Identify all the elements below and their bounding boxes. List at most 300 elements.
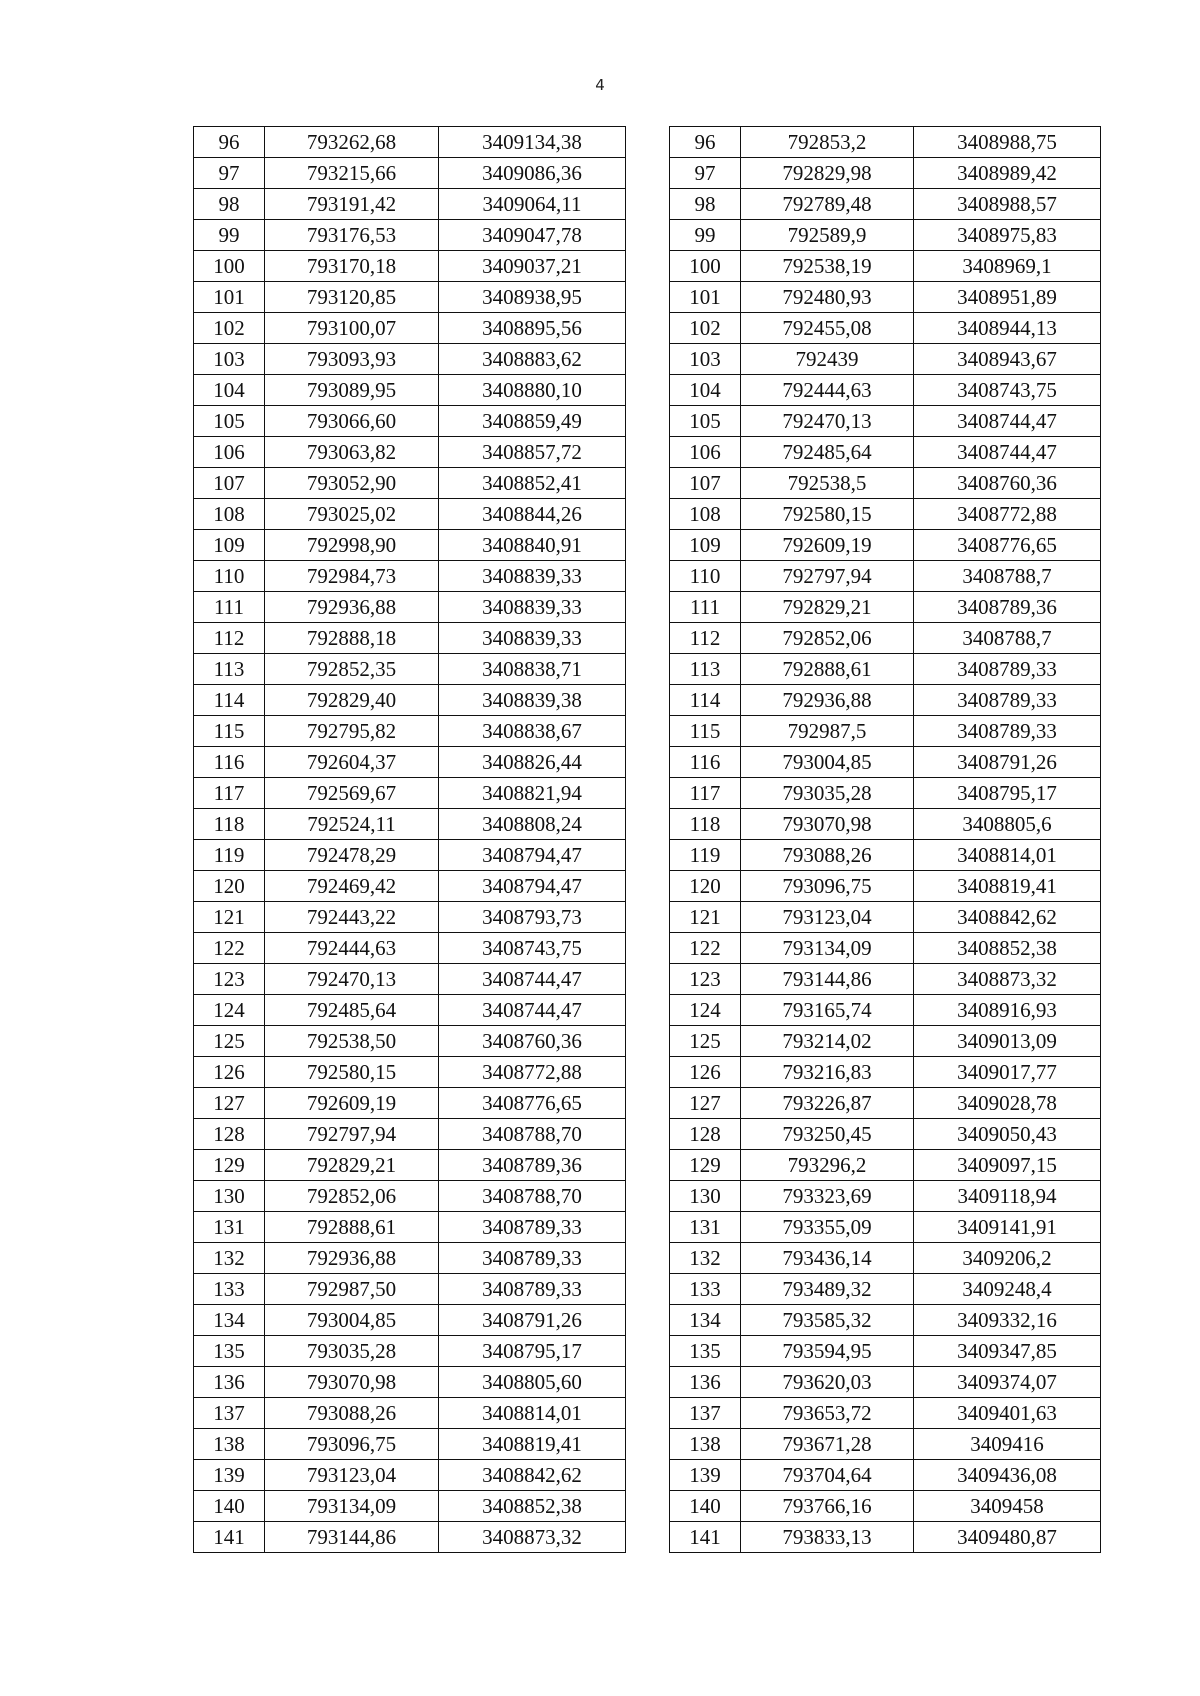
table-row bbox=[194, 716, 626, 747]
point-number-cell: 97 bbox=[194, 158, 265, 189]
point-number-cell: 140 bbox=[670, 1491, 741, 1522]
y-coordinate-cell: 3408873,32 bbox=[914, 964, 1101, 995]
y-coordinate-cell: 3408789,33 bbox=[439, 1243, 626, 1274]
point-number-cell: 109 bbox=[194, 530, 265, 561]
x-coordinate-cell: 793323,69 bbox=[741, 1181, 914, 1212]
table-row bbox=[670, 1336, 1101, 1367]
x-coordinate-cell: 792589,9 bbox=[741, 220, 914, 251]
x-coordinate-cell: 792888,61 bbox=[741, 654, 914, 685]
y-coordinate-cell: 3408791,26 bbox=[439, 1305, 626, 1336]
x-coordinate-cell: 792829,40 bbox=[265, 685, 439, 716]
y-coordinate-cell: 3408760,36 bbox=[439, 1026, 626, 1057]
table-row bbox=[194, 995, 626, 1026]
coordinates-table-right bbox=[669, 126, 1101, 1553]
point-number-cell: 106 bbox=[194, 437, 265, 468]
y-coordinate-cell: 3408944,13 bbox=[914, 313, 1101, 344]
table-row bbox=[670, 809, 1101, 840]
table-row bbox=[670, 530, 1101, 561]
point-number-cell: 104 bbox=[670, 375, 741, 406]
y-coordinate-cell: 3408844,26 bbox=[439, 499, 626, 530]
x-coordinate-cell: 793134,09 bbox=[265, 1491, 439, 1522]
y-coordinate-cell: 3408788,7 bbox=[914, 561, 1101, 592]
page-number: 4 bbox=[595, 76, 605, 94]
x-coordinate-cell: 793170,18 bbox=[265, 251, 439, 282]
table-row bbox=[670, 1367, 1101, 1398]
x-coordinate-cell: 792444,63 bbox=[265, 933, 439, 964]
y-coordinate-cell: 3408795,17 bbox=[439, 1336, 626, 1367]
table-row bbox=[670, 747, 1101, 778]
x-coordinate-cell: 792987,50 bbox=[265, 1274, 439, 1305]
table-row bbox=[194, 871, 626, 902]
table-row bbox=[194, 406, 626, 437]
y-coordinate-cell: 3409017,77 bbox=[914, 1057, 1101, 1088]
point-number-cell: 97 bbox=[670, 158, 741, 189]
point-number-cell: 110 bbox=[670, 561, 741, 592]
y-coordinate-cell: 3408814,01 bbox=[439, 1398, 626, 1429]
table-row bbox=[194, 1274, 626, 1305]
y-coordinate-cell: 3408789,33 bbox=[914, 716, 1101, 747]
x-coordinate-cell: 793296,2 bbox=[741, 1150, 914, 1181]
table-row bbox=[194, 592, 626, 623]
x-coordinate-cell: 792478,29 bbox=[265, 840, 439, 871]
table-row bbox=[194, 561, 626, 592]
y-coordinate-cell: 3409013,09 bbox=[914, 1026, 1101, 1057]
y-coordinate-cell: 3408743,75 bbox=[439, 933, 626, 964]
y-coordinate-cell: 3408772,88 bbox=[914, 499, 1101, 530]
x-coordinate-cell: 792853,2 bbox=[741, 127, 914, 158]
point-number-cell: 119 bbox=[194, 840, 265, 871]
table-row bbox=[194, 468, 626, 499]
point-number-cell: 125 bbox=[194, 1026, 265, 1057]
x-coordinate-cell: 793134,09 bbox=[741, 933, 914, 964]
table-row bbox=[670, 1522, 1101, 1553]
table-row bbox=[670, 778, 1101, 809]
table-row bbox=[670, 344, 1101, 375]
table-row bbox=[670, 1274, 1101, 1305]
point-number-cell: 134 bbox=[194, 1305, 265, 1336]
point-number-cell: 109 bbox=[670, 530, 741, 561]
x-coordinate-cell: 793262,68 bbox=[265, 127, 439, 158]
table-row bbox=[194, 1460, 626, 1491]
point-number-cell: 113 bbox=[670, 654, 741, 685]
point-number-cell: 112 bbox=[670, 623, 741, 654]
point-number-cell: 137 bbox=[194, 1398, 265, 1429]
y-coordinate-cell: 3408794,47 bbox=[439, 840, 626, 871]
point-number-cell: 100 bbox=[670, 251, 741, 282]
y-coordinate-cell: 3408873,32 bbox=[439, 1522, 626, 1553]
x-coordinate-cell: 792789,48 bbox=[741, 189, 914, 220]
x-coordinate-cell: 792470,13 bbox=[265, 964, 439, 995]
x-coordinate-cell: 792797,94 bbox=[741, 561, 914, 592]
y-coordinate-cell: 3408788,70 bbox=[439, 1181, 626, 1212]
table-row bbox=[670, 127, 1101, 158]
x-coordinate-cell: 792797,94 bbox=[265, 1119, 439, 1150]
y-coordinate-cell: 3409248,4 bbox=[914, 1274, 1101, 1305]
x-coordinate-cell: 792604,37 bbox=[265, 747, 439, 778]
x-coordinate-cell: 793436,14 bbox=[741, 1243, 914, 1274]
x-coordinate-cell: 793035,28 bbox=[265, 1336, 439, 1367]
x-coordinate-cell: 793653,72 bbox=[741, 1398, 914, 1429]
point-number-cell: 101 bbox=[670, 282, 741, 313]
x-coordinate-cell: 793004,85 bbox=[741, 747, 914, 778]
point-number-cell: 130 bbox=[194, 1181, 265, 1212]
coordinates-table-left bbox=[193, 126, 626, 1553]
x-coordinate-cell: 792538,5 bbox=[741, 468, 914, 499]
table-row bbox=[670, 871, 1101, 902]
table-row bbox=[194, 1243, 626, 1274]
x-coordinate-cell: 793489,32 bbox=[741, 1274, 914, 1305]
point-number-cell: 112 bbox=[194, 623, 265, 654]
point-number-cell: 119 bbox=[670, 840, 741, 871]
table-row bbox=[670, 1212, 1101, 1243]
x-coordinate-cell: 793088,26 bbox=[741, 840, 914, 871]
point-number-cell: 118 bbox=[670, 809, 741, 840]
y-coordinate-cell: 3408938,95 bbox=[439, 282, 626, 313]
table-row bbox=[194, 1212, 626, 1243]
y-coordinate-cell: 3409416 bbox=[914, 1429, 1101, 1460]
point-number-cell: 141 bbox=[670, 1522, 741, 1553]
x-coordinate-cell: 792538,19 bbox=[741, 251, 914, 282]
point-number-cell: 115 bbox=[194, 716, 265, 747]
y-coordinate-cell: 3408793,73 bbox=[439, 902, 626, 933]
table-row bbox=[670, 964, 1101, 995]
point-number-cell: 132 bbox=[670, 1243, 741, 1274]
y-coordinate-cell: 3409347,85 bbox=[914, 1336, 1101, 1367]
y-coordinate-cell: 3408808,24 bbox=[439, 809, 626, 840]
table-row bbox=[194, 685, 626, 716]
point-number-cell: 120 bbox=[194, 871, 265, 902]
x-coordinate-cell: 793585,32 bbox=[741, 1305, 914, 1336]
point-number-cell: 137 bbox=[670, 1398, 741, 1429]
x-coordinate-cell: 792485,64 bbox=[265, 995, 439, 1026]
table-row bbox=[194, 313, 626, 344]
y-coordinate-cell: 3408989,42 bbox=[914, 158, 1101, 189]
y-coordinate-cell: 3408760,36 bbox=[914, 468, 1101, 499]
table-row bbox=[670, 933, 1101, 964]
y-coordinate-cell: 3409458 bbox=[914, 1491, 1101, 1522]
table-row bbox=[194, 1367, 626, 1398]
point-number-cell: 107 bbox=[194, 468, 265, 499]
point-number-cell: 124 bbox=[194, 995, 265, 1026]
table-row bbox=[194, 809, 626, 840]
point-number-cell: 96 bbox=[670, 127, 741, 158]
point-number-cell: 104 bbox=[194, 375, 265, 406]
x-coordinate-cell: 793620,03 bbox=[741, 1367, 914, 1398]
x-coordinate-cell: 792829,21 bbox=[741, 592, 914, 623]
y-coordinate-cell: 3408794,47 bbox=[439, 871, 626, 902]
table-row bbox=[194, 1398, 626, 1429]
y-coordinate-cell: 3408789,33 bbox=[439, 1212, 626, 1243]
point-number-cell: 96 bbox=[194, 127, 265, 158]
x-coordinate-cell: 792469,42 bbox=[265, 871, 439, 902]
y-coordinate-cell: 3408988,57 bbox=[914, 189, 1101, 220]
point-number-cell: 116 bbox=[670, 747, 741, 778]
y-coordinate-cell: 3408839,38 bbox=[439, 685, 626, 716]
point-number-cell: 136 bbox=[670, 1367, 741, 1398]
y-coordinate-cell: 3408943,67 bbox=[914, 344, 1101, 375]
point-number-cell: 129 bbox=[194, 1150, 265, 1181]
point-number-cell: 103 bbox=[670, 344, 741, 375]
x-coordinate-cell: 793093,93 bbox=[265, 344, 439, 375]
x-coordinate-cell: 792485,64 bbox=[741, 437, 914, 468]
y-coordinate-cell: 3409097,15 bbox=[914, 1150, 1101, 1181]
point-number-cell: 110 bbox=[194, 561, 265, 592]
point-number-cell: 99 bbox=[670, 220, 741, 251]
table-row bbox=[670, 1119, 1101, 1150]
y-coordinate-cell: 3409028,78 bbox=[914, 1088, 1101, 1119]
point-number-cell: 130 bbox=[670, 1181, 741, 1212]
table-row bbox=[194, 902, 626, 933]
y-coordinate-cell: 3408951,89 bbox=[914, 282, 1101, 313]
x-coordinate-cell: 793070,98 bbox=[741, 809, 914, 840]
x-coordinate-cell: 792480,93 bbox=[741, 282, 914, 313]
point-number-cell: 114 bbox=[670, 685, 741, 716]
table-row bbox=[194, 1119, 626, 1150]
x-coordinate-cell: 793594,95 bbox=[741, 1336, 914, 1367]
table-row bbox=[194, 530, 626, 561]
table-row bbox=[194, 778, 626, 809]
y-coordinate-cell: 3409141,91 bbox=[914, 1212, 1101, 1243]
y-coordinate-cell: 3408805,6 bbox=[914, 809, 1101, 840]
table-row bbox=[670, 561, 1101, 592]
x-coordinate-cell: 793215,66 bbox=[265, 158, 439, 189]
x-coordinate-cell: 792580,15 bbox=[265, 1057, 439, 1088]
y-coordinate-cell: 3408789,36 bbox=[914, 592, 1101, 623]
point-number-cell: 127 bbox=[194, 1088, 265, 1119]
x-coordinate-cell: 793214,02 bbox=[741, 1026, 914, 1057]
x-coordinate-cell: 793004,85 bbox=[265, 1305, 439, 1336]
x-coordinate-cell: 793766,16 bbox=[741, 1491, 914, 1522]
y-coordinate-cell: 3408895,56 bbox=[439, 313, 626, 344]
x-coordinate-cell: 792987,5 bbox=[741, 716, 914, 747]
y-coordinate-cell: 3408789,33 bbox=[439, 1274, 626, 1305]
table-row bbox=[670, 902, 1101, 933]
y-coordinate-cell: 3408788,7 bbox=[914, 623, 1101, 654]
point-number-cell: 106 bbox=[670, 437, 741, 468]
x-coordinate-cell: 792888,18 bbox=[265, 623, 439, 654]
y-coordinate-cell: 3408744,47 bbox=[439, 964, 626, 995]
x-coordinate-cell: 792538,50 bbox=[265, 1026, 439, 1057]
table-row bbox=[670, 1026, 1101, 1057]
point-number-cell: 127 bbox=[670, 1088, 741, 1119]
point-number-cell: 129 bbox=[670, 1150, 741, 1181]
y-coordinate-cell: 3408839,33 bbox=[439, 623, 626, 654]
x-coordinate-cell: 793176,53 bbox=[265, 220, 439, 251]
table-row bbox=[194, 437, 626, 468]
table-row bbox=[194, 189, 626, 220]
y-coordinate-cell: 3408776,65 bbox=[439, 1088, 626, 1119]
point-number-cell: 102 bbox=[670, 313, 741, 344]
point-number-cell: 115 bbox=[670, 716, 741, 747]
point-number-cell: 117 bbox=[670, 778, 741, 809]
point-number-cell: 108 bbox=[194, 499, 265, 530]
point-number-cell: 128 bbox=[194, 1119, 265, 1150]
coordinates-table-right-body bbox=[670, 127, 1101, 1553]
x-coordinate-cell: 793100,07 bbox=[265, 313, 439, 344]
table-row bbox=[194, 127, 626, 158]
point-number-cell: 139 bbox=[670, 1460, 741, 1491]
point-number-cell: 108 bbox=[670, 499, 741, 530]
x-coordinate-cell: 793070,98 bbox=[265, 1367, 439, 1398]
table-row bbox=[194, 1181, 626, 1212]
table-row bbox=[670, 375, 1101, 406]
y-coordinate-cell: 3408988,75 bbox=[914, 127, 1101, 158]
table-row bbox=[670, 220, 1101, 251]
point-number-cell: 123 bbox=[670, 964, 741, 995]
point-number-cell: 123 bbox=[194, 964, 265, 995]
table-row bbox=[670, 623, 1101, 654]
x-coordinate-cell: 793144,86 bbox=[741, 964, 914, 995]
point-number-cell: 122 bbox=[670, 933, 741, 964]
point-number-cell: 125 bbox=[670, 1026, 741, 1057]
y-coordinate-cell: 3409374,07 bbox=[914, 1367, 1101, 1398]
x-coordinate-cell: 792443,22 bbox=[265, 902, 439, 933]
table-row bbox=[670, 251, 1101, 282]
y-coordinate-cell: 3408857,72 bbox=[439, 437, 626, 468]
y-coordinate-cell: 3408744,47 bbox=[914, 406, 1101, 437]
x-coordinate-cell: 792580,15 bbox=[741, 499, 914, 530]
table-row bbox=[670, 499, 1101, 530]
y-coordinate-cell: 3408852,38 bbox=[439, 1491, 626, 1522]
y-coordinate-cell: 3409436,08 bbox=[914, 1460, 1101, 1491]
point-number-cell: 118 bbox=[194, 809, 265, 840]
table-row bbox=[670, 1181, 1101, 1212]
y-coordinate-cell: 3409037,21 bbox=[439, 251, 626, 282]
table-row bbox=[194, 499, 626, 530]
x-coordinate-cell: 793165,74 bbox=[741, 995, 914, 1026]
y-coordinate-cell: 3409206,2 bbox=[914, 1243, 1101, 1274]
y-coordinate-cell: 3408826,44 bbox=[439, 747, 626, 778]
table-row bbox=[670, 313, 1101, 344]
y-coordinate-cell: 3409480,87 bbox=[914, 1522, 1101, 1553]
table-row bbox=[194, 1026, 626, 1057]
x-coordinate-cell: 792609,19 bbox=[265, 1088, 439, 1119]
table-row bbox=[194, 282, 626, 313]
table-row bbox=[670, 1243, 1101, 1274]
y-coordinate-cell: 3408744,47 bbox=[439, 995, 626, 1026]
x-coordinate-cell: 793035,28 bbox=[741, 778, 914, 809]
point-number-cell: 103 bbox=[194, 344, 265, 375]
table-row bbox=[670, 468, 1101, 499]
y-coordinate-cell: 3409401,63 bbox=[914, 1398, 1101, 1429]
y-coordinate-cell: 3408776,65 bbox=[914, 530, 1101, 561]
point-number-cell: 136 bbox=[194, 1367, 265, 1398]
point-number-cell: 131 bbox=[670, 1212, 741, 1243]
point-number-cell: 107 bbox=[670, 468, 741, 499]
table-row bbox=[670, 654, 1101, 685]
x-coordinate-cell: 793052,90 bbox=[265, 468, 439, 499]
table-row bbox=[194, 1336, 626, 1367]
y-coordinate-cell: 3408772,88 bbox=[439, 1057, 626, 1088]
x-coordinate-cell: 793120,85 bbox=[265, 282, 439, 313]
table-row bbox=[194, 1150, 626, 1181]
point-number-cell: 117 bbox=[194, 778, 265, 809]
point-number-cell: 133 bbox=[670, 1274, 741, 1305]
x-coordinate-cell: 792524,11 bbox=[265, 809, 439, 840]
y-coordinate-cell: 3408838,71 bbox=[439, 654, 626, 685]
x-coordinate-cell: 792609,19 bbox=[741, 530, 914, 561]
y-coordinate-cell: 3408744,47 bbox=[914, 437, 1101, 468]
point-number-cell: 114 bbox=[194, 685, 265, 716]
x-coordinate-cell: 793088,26 bbox=[265, 1398, 439, 1429]
y-coordinate-cell: 3409050,43 bbox=[914, 1119, 1101, 1150]
x-coordinate-cell: 792444,63 bbox=[741, 375, 914, 406]
table-row bbox=[194, 1088, 626, 1119]
y-coordinate-cell: 3408789,36 bbox=[439, 1150, 626, 1181]
y-coordinate-cell: 3408880,10 bbox=[439, 375, 626, 406]
x-coordinate-cell: 793123,04 bbox=[741, 902, 914, 933]
y-coordinate-cell: 3408819,41 bbox=[439, 1429, 626, 1460]
x-coordinate-cell: 792984,73 bbox=[265, 561, 439, 592]
y-coordinate-cell: 3408791,26 bbox=[914, 747, 1101, 778]
x-coordinate-cell: 793191,42 bbox=[265, 189, 439, 220]
point-number-cell: 98 bbox=[670, 189, 741, 220]
x-coordinate-cell: 793063,82 bbox=[265, 437, 439, 468]
point-number-cell: 101 bbox=[194, 282, 265, 313]
table-row bbox=[670, 406, 1101, 437]
point-number-cell: 135 bbox=[670, 1336, 741, 1367]
point-number-cell: 113 bbox=[194, 654, 265, 685]
y-coordinate-cell: 3408975,83 bbox=[914, 220, 1101, 251]
table-row bbox=[194, 1491, 626, 1522]
table-row bbox=[194, 1057, 626, 1088]
y-coordinate-cell: 3408840,91 bbox=[439, 530, 626, 561]
y-coordinate-cell: 3409047,78 bbox=[439, 220, 626, 251]
table-row bbox=[194, 933, 626, 964]
table-row bbox=[194, 375, 626, 406]
point-number-cell: 105 bbox=[670, 406, 741, 437]
point-number-cell: 121 bbox=[194, 902, 265, 933]
point-number-cell: 98 bbox=[194, 189, 265, 220]
y-coordinate-cell: 3408789,33 bbox=[914, 654, 1101, 685]
table-row bbox=[670, 1460, 1101, 1491]
point-number-cell: 116 bbox=[194, 747, 265, 778]
coordinates-table-left-body bbox=[194, 127, 626, 1553]
point-number-cell: 111 bbox=[670, 592, 741, 623]
y-coordinate-cell: 3408838,67 bbox=[439, 716, 626, 747]
y-coordinate-cell: 3409118,94 bbox=[914, 1181, 1101, 1212]
point-number-cell: 122 bbox=[194, 933, 265, 964]
table-row bbox=[194, 344, 626, 375]
x-coordinate-cell: 792569,67 bbox=[265, 778, 439, 809]
point-number-cell: 138 bbox=[670, 1429, 741, 1460]
x-coordinate-cell: 792829,98 bbox=[741, 158, 914, 189]
table-row bbox=[670, 1150, 1101, 1181]
table-row bbox=[670, 1429, 1101, 1460]
point-number-cell: 133 bbox=[194, 1274, 265, 1305]
x-coordinate-cell: 793833,13 bbox=[741, 1522, 914, 1553]
x-coordinate-cell: 792795,82 bbox=[265, 716, 439, 747]
point-number-cell: 135 bbox=[194, 1336, 265, 1367]
point-number-cell: 105 bbox=[194, 406, 265, 437]
x-coordinate-cell: 793096,75 bbox=[265, 1429, 439, 1460]
point-number-cell: 121 bbox=[670, 902, 741, 933]
table-row bbox=[670, 995, 1101, 1026]
y-coordinate-cell: 3409086,36 bbox=[439, 158, 626, 189]
x-coordinate-cell: 792852,06 bbox=[741, 623, 914, 654]
table-row bbox=[194, 220, 626, 251]
y-coordinate-cell: 3408819,41 bbox=[914, 871, 1101, 902]
table-row bbox=[670, 716, 1101, 747]
point-number-cell: 102 bbox=[194, 313, 265, 344]
x-coordinate-cell: 793250,45 bbox=[741, 1119, 914, 1150]
table-row bbox=[194, 840, 626, 871]
point-number-cell: 111 bbox=[194, 592, 265, 623]
table-row bbox=[194, 158, 626, 189]
y-coordinate-cell: 3408916,93 bbox=[914, 995, 1101, 1026]
y-coordinate-cell: 3409064,11 bbox=[439, 189, 626, 220]
x-coordinate-cell: 792936,88 bbox=[265, 1243, 439, 1274]
